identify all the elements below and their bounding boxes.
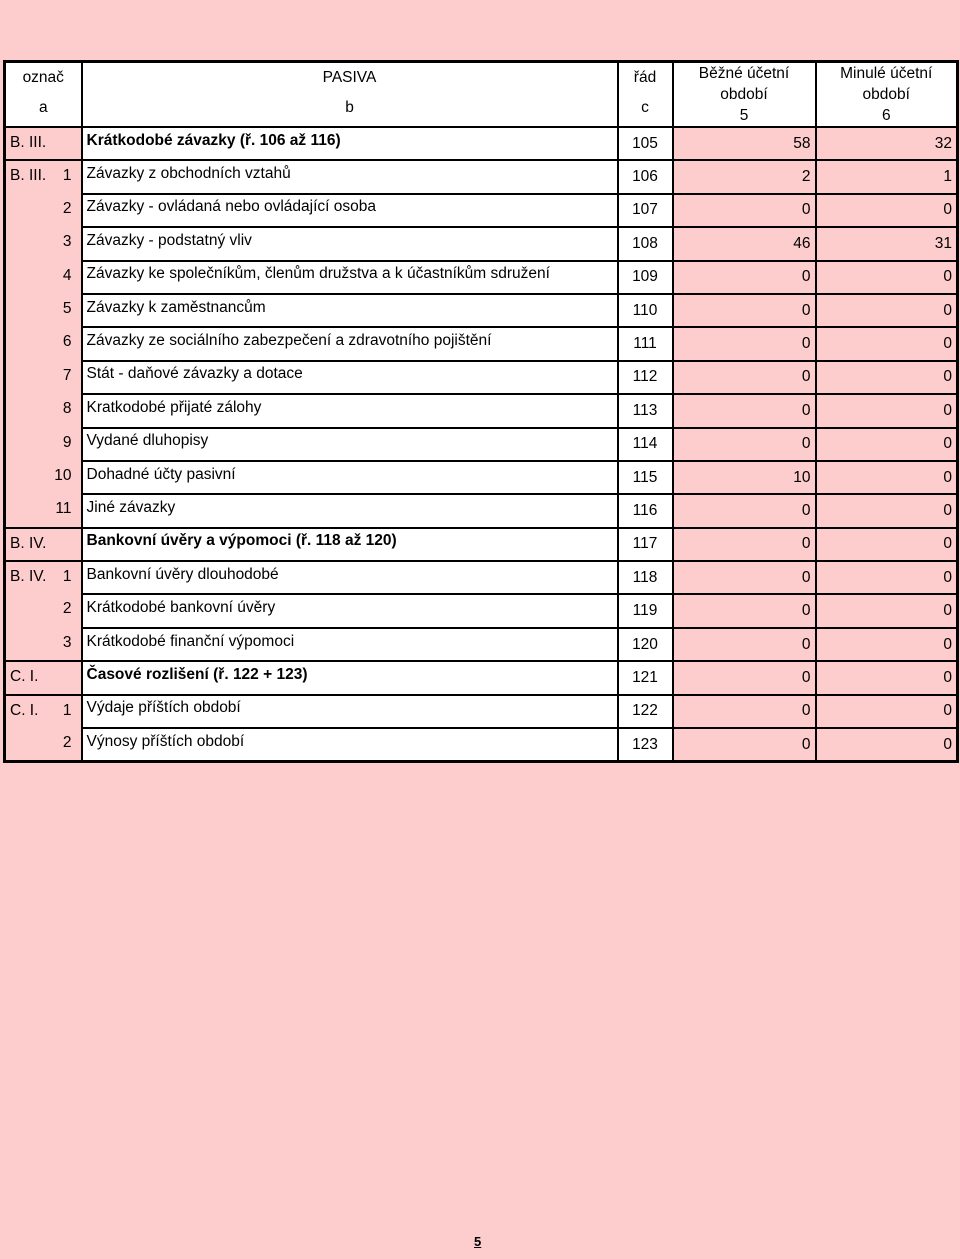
row-label-cell <box>82 327 618 360</box>
row-current-period-value: 0 <box>673 194 816 227</box>
row-current-period-value: 10 <box>673 461 816 494</box>
row-current-period-value: 0 <box>673 394 816 427</box>
row-current-period-value: 0 <box>673 361 816 394</box>
row-code-cell <box>5 261 82 294</box>
row-previous-period-value: 0 <box>816 628 958 661</box>
row-label-cell <box>82 261 618 294</box>
header-col-current <box>673 62 816 128</box>
row-code-cell <box>5 327 82 360</box>
row-label: Bankovní úvěry a výpomoci (ř. 118 až 120) <box>86 532 397 550</box>
row-previous-period-value: 0 <box>816 528 958 561</box>
row-current-period-value: 2 <box>673 160 816 193</box>
table-row <box>5 160 958 193</box>
header-col-c-title: řád <box>633 69 657 86</box>
row-label: Vydané dluhopisy <box>86 432 209 450</box>
row-code-cell <box>5 461 82 494</box>
row-previous-period-value: 0 <box>816 394 958 427</box>
row-label-cell <box>82 428 618 461</box>
table-row <box>5 261 958 294</box>
row-previous-period-value: 32 <box>816 127 958 160</box>
header-col-a <box>5 62 82 128</box>
row-code-cell <box>5 160 82 193</box>
row-code-cell <box>5 628 82 661</box>
row-line-number: 106 <box>618 160 673 193</box>
row-current-period-value: 58 <box>673 127 816 160</box>
row-code-cell <box>5 494 82 527</box>
table-row <box>5 227 958 260</box>
liabilities-table <box>3 60 959 763</box>
row-current-period-value: 0 <box>673 728 816 762</box>
row-code-cell <box>5 127 82 160</box>
table-row <box>5 695 958 728</box>
row-label-cell <box>82 194 618 227</box>
row-item-number: 1 <box>62 568 72 586</box>
header-current-line2: období <box>720 86 768 103</box>
row-current-period-value: 46 <box>673 227 816 260</box>
row-label-cell <box>82 728 618 762</box>
row-item-number: 8 <box>62 400 72 418</box>
row-item-number: 9 <box>62 433 72 451</box>
row-current-period-value: 0 <box>673 561 816 594</box>
row-previous-period-value: 0 <box>816 428 958 461</box>
header-col-a-sub: a <box>38 99 48 116</box>
row-line-number: 116 <box>618 494 673 527</box>
row-code-cell <box>5 661 82 694</box>
row-label: Krátkodobé závazky (ř. 106 až 116) <box>86 131 341 149</box>
row-current-period-value: 0 <box>673 695 816 728</box>
row-line-number: 107 <box>618 194 673 227</box>
row-label-cell <box>82 661 618 694</box>
row-line-number: 121 <box>618 661 673 694</box>
row-line-number: 111 <box>618 327 673 360</box>
row-label-cell <box>82 461 618 494</box>
row-label: Závazky ze sociálního zabezpečení a zdravotního pojištění <box>86 332 492 350</box>
row-item-number: 3 <box>62 633 72 651</box>
row-line-number: 109 <box>618 261 673 294</box>
row-label: Závazky - ovládaná nebo ovládající osoba <box>86 198 377 216</box>
row-item-number: 10 <box>54 466 72 484</box>
row-code-cell <box>5 227 82 260</box>
table-row <box>5 561 958 594</box>
header-current-line3: 5 <box>739 107 749 124</box>
row-item-number: 2 <box>62 199 72 217</box>
row-label-cell <box>82 394 618 427</box>
row-line-number: 113 <box>618 394 673 427</box>
row-label-cell <box>82 160 618 193</box>
header-col-b <box>82 62 618 128</box>
row-label-cell <box>82 494 618 527</box>
row-previous-period-value: 0 <box>816 361 958 394</box>
row-label: Krátkodobé bankovní úvěry <box>86 599 276 617</box>
row-current-period-value: 0 <box>673 528 816 561</box>
row-previous-period-value: 0 <box>816 461 958 494</box>
table-row <box>5 528 958 561</box>
row-line-number: 120 <box>618 628 673 661</box>
row-current-period-value: 0 <box>673 261 816 294</box>
header-previous-line3: 6 <box>881 107 891 124</box>
row-previous-period-value: 0 <box>816 661 958 694</box>
header-previous-line2: období <box>862 86 910 103</box>
row-item-number: 2 <box>62 734 72 752</box>
row-item-number: 1 <box>62 167 72 185</box>
row-code-cell <box>5 361 82 394</box>
table-row <box>5 661 958 694</box>
row-previous-period-value: 0 <box>816 561 958 594</box>
row-code-cell <box>5 594 82 627</box>
row-item-number: 6 <box>62 333 72 351</box>
table-row <box>5 194 958 227</box>
row-label: Krátkodobé finanční výpomoci <box>86 632 295 650</box>
row-label: Kratkodobé přijaté zálohy <box>86 398 262 416</box>
row-line-number: 123 <box>618 728 673 762</box>
page-number: 5 <box>474 1234 482 1249</box>
row-previous-period-value: 31 <box>816 227 958 260</box>
header-col-previous <box>816 62 958 128</box>
row-line-number: 105 <box>618 127 673 160</box>
header-col-a-title: označ <box>22 69 64 86</box>
row-section-code: B. III. <box>10 134 47 151</box>
row-line-number: 122 <box>618 695 673 728</box>
table-row <box>5 127 958 160</box>
row-label: Výdaje příštích období <box>86 699 241 717</box>
row-line-number: 108 <box>618 227 673 260</box>
row-current-period-value: 0 <box>673 327 816 360</box>
row-current-period-value: 0 <box>673 494 816 527</box>
row-item-number: 11 <box>55 500 72 518</box>
row-current-period-value: 0 <box>673 428 816 461</box>
header-previous-line1: Minulé účetní <box>840 65 933 82</box>
row-current-period-value: 0 <box>673 594 816 627</box>
row-previous-period-value: 0 <box>816 294 958 327</box>
table-row <box>5 628 958 661</box>
row-label: Dohadné účty pasivní <box>86 465 236 483</box>
table-row <box>5 728 958 762</box>
row-previous-period-value: 0 <box>816 594 958 627</box>
header-current-line1: Běžné účetní <box>698 65 790 82</box>
row-label: Jiné závazky <box>86 498 176 516</box>
row-label-cell <box>82 361 618 394</box>
header-col-c <box>618 62 673 128</box>
row-label: Bankovní úvěry dlouhodobé <box>86 565 279 583</box>
row-item-number: 1 <box>62 701 72 719</box>
row-previous-period-value: 0 <box>816 327 958 360</box>
row-item-number: 3 <box>62 233 72 251</box>
header-col-b-sub: b <box>345 99 354 116</box>
row-current-period-value: 0 <box>673 661 816 694</box>
row-section-code: B. IV. <box>10 534 47 552</box>
row-label: Výnosy příštích období <box>86 732 245 750</box>
row-label-cell <box>82 695 618 728</box>
row-line-number: 119 <box>618 594 673 627</box>
row-label-cell <box>82 594 618 627</box>
row-item-number: 2 <box>62 600 72 618</box>
row-code-cell <box>5 695 82 728</box>
row-previous-period-value: 0 <box>816 494 958 527</box>
row-label: Závazky k zaměstnancům <box>86 298 266 316</box>
row-label-cell <box>82 127 618 160</box>
row-section-code: B. IV. <box>10 568 47 586</box>
row-line-number: 117 <box>618 528 673 561</box>
row-code-cell <box>5 528 82 561</box>
row-label: Časové rozlišení (ř. 122 + 123) <box>86 665 308 683</box>
table-row <box>5 361 958 394</box>
header-col-b-title: PASIVA <box>322 69 377 86</box>
row-previous-period-value: 0 <box>816 695 958 728</box>
row-section-code: B. III. <box>10 167 47 185</box>
row-code-cell <box>5 561 82 594</box>
row-label: Závazky z obchodních vztahů <box>86 165 291 183</box>
row-label: Závazky - podstatný vliv <box>86 231 252 249</box>
row-label-cell <box>82 294 618 327</box>
row-code-cell <box>5 728 82 762</box>
row-code-cell <box>5 428 82 461</box>
header-col-c-sub: c <box>641 99 649 116</box>
row-section-code: C. I. <box>10 701 39 719</box>
row-label: Stát - daňové závazky a dotace <box>86 365 303 383</box>
row-label-cell <box>82 227 618 260</box>
row-line-number: 110 <box>618 294 673 327</box>
row-code-cell <box>5 194 82 227</box>
row-current-period-value: 0 <box>673 294 816 327</box>
row-line-number: 115 <box>618 461 673 494</box>
row-section-code: C. I. <box>10 668 39 686</box>
row-line-number: 118 <box>618 561 673 594</box>
row-previous-period-value: 1 <box>816 160 958 193</box>
row-code-cell <box>5 294 82 327</box>
table-row <box>5 594 958 627</box>
table-row <box>5 327 958 360</box>
row-item-number: 4 <box>62 266 72 284</box>
row-current-period-value: 0 <box>673 628 816 661</box>
row-label-cell <box>82 561 618 594</box>
row-code-cell <box>5 394 82 427</box>
row-previous-period-value: 0 <box>816 194 958 227</box>
row-item-number: 5 <box>62 299 72 317</box>
row-label-cell <box>82 628 618 661</box>
table-row <box>5 294 958 327</box>
row-line-number: 112 <box>618 361 673 394</box>
table-row <box>5 428 958 461</box>
row-item-number: 7 <box>62 366 72 384</box>
table-row <box>5 461 958 494</box>
table-row <box>5 494 958 527</box>
row-label: Závazky ke společníkům, členům družstva a k účastníkům sdružení <box>86 265 550 283</box>
row-previous-period-value: 0 <box>816 261 958 294</box>
table-row <box>5 394 958 427</box>
row-line-number: 114 <box>618 428 673 461</box>
row-previous-period-value: 0 <box>816 728 958 762</box>
table-header-row <box>5 62 958 128</box>
row-label-cell <box>82 528 618 561</box>
